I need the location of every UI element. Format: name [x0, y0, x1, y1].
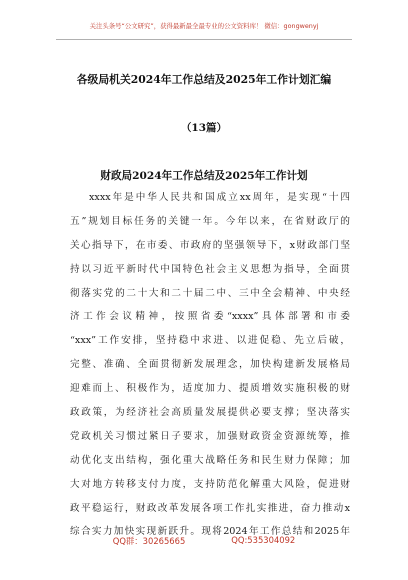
body-line: 济工作会议精神，按照省委“xxxx”具体部署和市委	[70, 311, 350, 323]
footer-qq-group: QQ群：30265665	[112, 536, 186, 546]
document-article-count: （13篇）	[180, 122, 228, 134]
body-line: 政平稳运行，财政改革发展各项工作扎实推进，奋力推动x	[70, 502, 350, 514]
body-line: 动优化支出结构，强化重大战略任务和民生财力保障；加	[70, 454, 350, 466]
document-title: 各级局机关2024年工作总结及2025年工作计划汇编	[76, 73, 332, 86]
body-line: 完整、准确、全面贯彻新发展理念，加快构建新发展格局	[70, 359, 350, 371]
body-line: 迎难而上、积极作为，适度加力、提质增效实施积极的财	[70, 383, 350, 395]
body-line: 关心指导下，在市委、市政府的坚强领导下，x财政部门坚	[70, 239, 350, 251]
footer-contact	[0, 535, 408, 547]
body-line: “xxx”工作安排，坚持稳中求进、以进促稳、先立后破，	[70, 335, 350, 347]
body-line: 综合实力加快实现新跃升。现将2024年工作总结和2025年	[70, 526, 350, 538]
body-line: 持以习近平新时代中国特色社会主义思想为指导，全面贯	[70, 263, 350, 275]
section-title: 财政局2024年工作总结及2025年工作计划	[100, 170, 308, 182]
body-line: 五”规划目标任务的关键一年。今年以来，在省财政厅的	[70, 215, 350, 227]
body-line: xxxx年是中华人民共和国成立xx周年，是实现“十四	[89, 192, 350, 203]
body-paragraph	[70, 186, 350, 544]
body-line: 党政机关习惯过紧日子要求，加强财政资金资源统筹，推	[70, 430, 350, 442]
body-line: 彻落实党的二十大和二十届二中、三中全会精神、中央经	[70, 287, 350, 299]
footer-qq: QQ:535304092	[231, 535, 296, 545]
header-divider	[56, 39, 352, 40]
header-promo-note: 关注头条号“公文研究”，获得最新最全最专业的公文资料库！ 微信：gongwenyj	[89, 22, 319, 30]
body-line: 大对地方转移支付力度，支持防范化解重大风险，促进财	[70, 478, 350, 490]
body-line: 政政策，为经济社会高质量发展提供必要支撑；坚决落实	[70, 407, 350, 419]
